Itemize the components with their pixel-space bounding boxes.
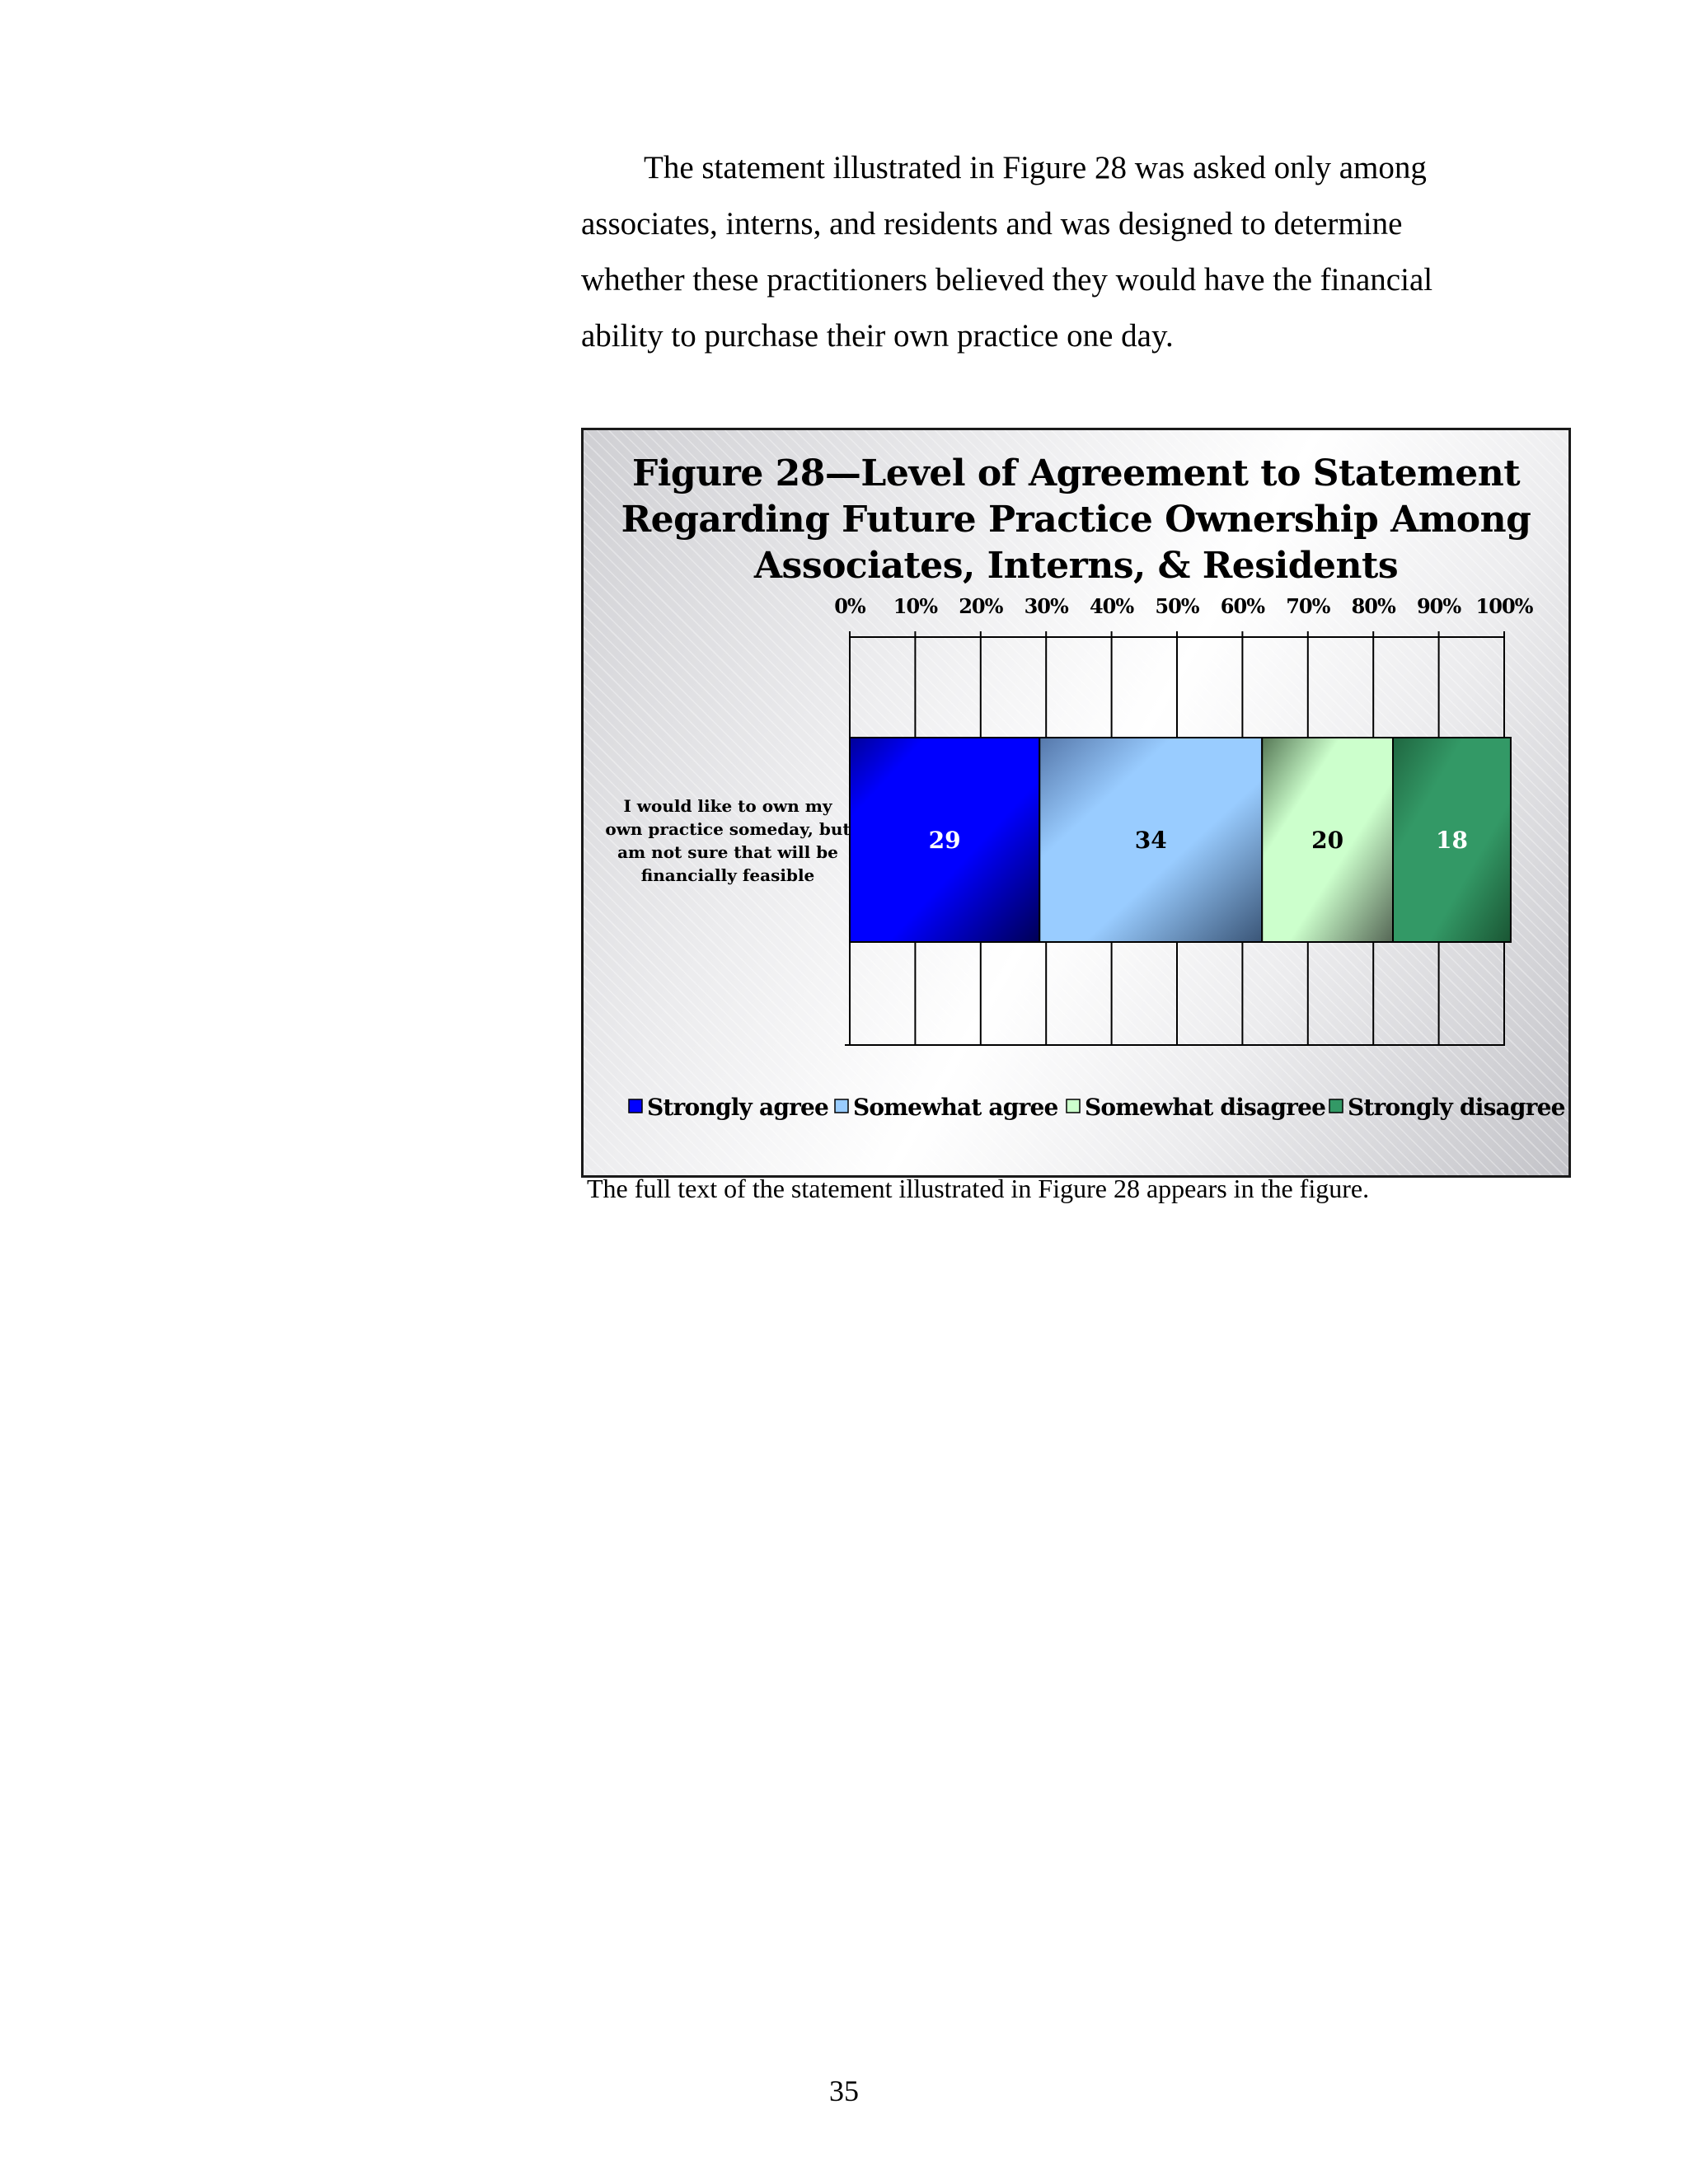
x-tick-label: 100%: [1475, 594, 1533, 618]
legend-item: [629, 1094, 828, 1121]
x-tick-label: 40%: [1089, 594, 1134, 618]
legend-label: Somewhat disagree: [1085, 1094, 1326, 1121]
chart-title: Figure 28—Level of Agreement to Statement Regarding Future Practice Ownership Among Associates, Interns, & Residents: [621, 452, 1531, 587]
legend-swatch: [1329, 1099, 1343, 1113]
data-label: 20: [1311, 827, 1344, 854]
intro-paragraph: The statement illustrated in Figure 28 was asked only among associates, interns, and residents and was designed to determine whether these practitioners believed they would have the financial ability to purchase their own practice one day.: [581, 150, 1433, 354]
legend-label: Somewhat agree: [853, 1094, 1058, 1121]
data-label: 34: [1134, 827, 1167, 854]
x-tick-label: 10%: [893, 594, 938, 618]
x-tick-label: 30%: [1024, 594, 1068, 618]
x-tick-label: 90%: [1416, 594, 1461, 618]
legend-label: Strongly agree: [647, 1094, 829, 1121]
x-tick-label: 70%: [1286, 594, 1330, 618]
data-label: 29: [928, 827, 961, 854]
category-label-line: own practice someday, but: [605, 819, 851, 839]
x-tick-label: 0%: [834, 594, 865, 618]
page-number: 35: [829, 2074, 859, 2107]
legend-swatch: [835, 1099, 848, 1113]
figure-28-chart: [581, 428, 1571, 1178]
x-tick-label: 80%: [1351, 594, 1395, 618]
x-tick-label: 60%: [1220, 594, 1265, 618]
figure-caption: The full text of the statement illustrated in Figure 28 appears in the figure.: [587, 1174, 1370, 1203]
stacked-bar-chart: [584, 430, 1568, 1175]
legend-swatch: [1067, 1099, 1080, 1113]
x-tick-label: 50%: [1155, 594, 1199, 618]
category-label-line: am not sure that will be: [617, 842, 838, 862]
category-label-line: financially feasible: [640, 865, 815, 885]
legend-swatch: [629, 1099, 642, 1113]
legend-item: [1329, 1094, 1565, 1121]
legend-item: [1067, 1094, 1325, 1121]
data-label: 18: [1435, 827, 1468, 854]
category-label-line: I would like to own my: [623, 796, 832, 816]
x-tick-label: 20%: [959, 594, 1003, 618]
legend-item: [835, 1094, 1058, 1121]
legend-label: Strongly disagree: [1348, 1094, 1565, 1121]
